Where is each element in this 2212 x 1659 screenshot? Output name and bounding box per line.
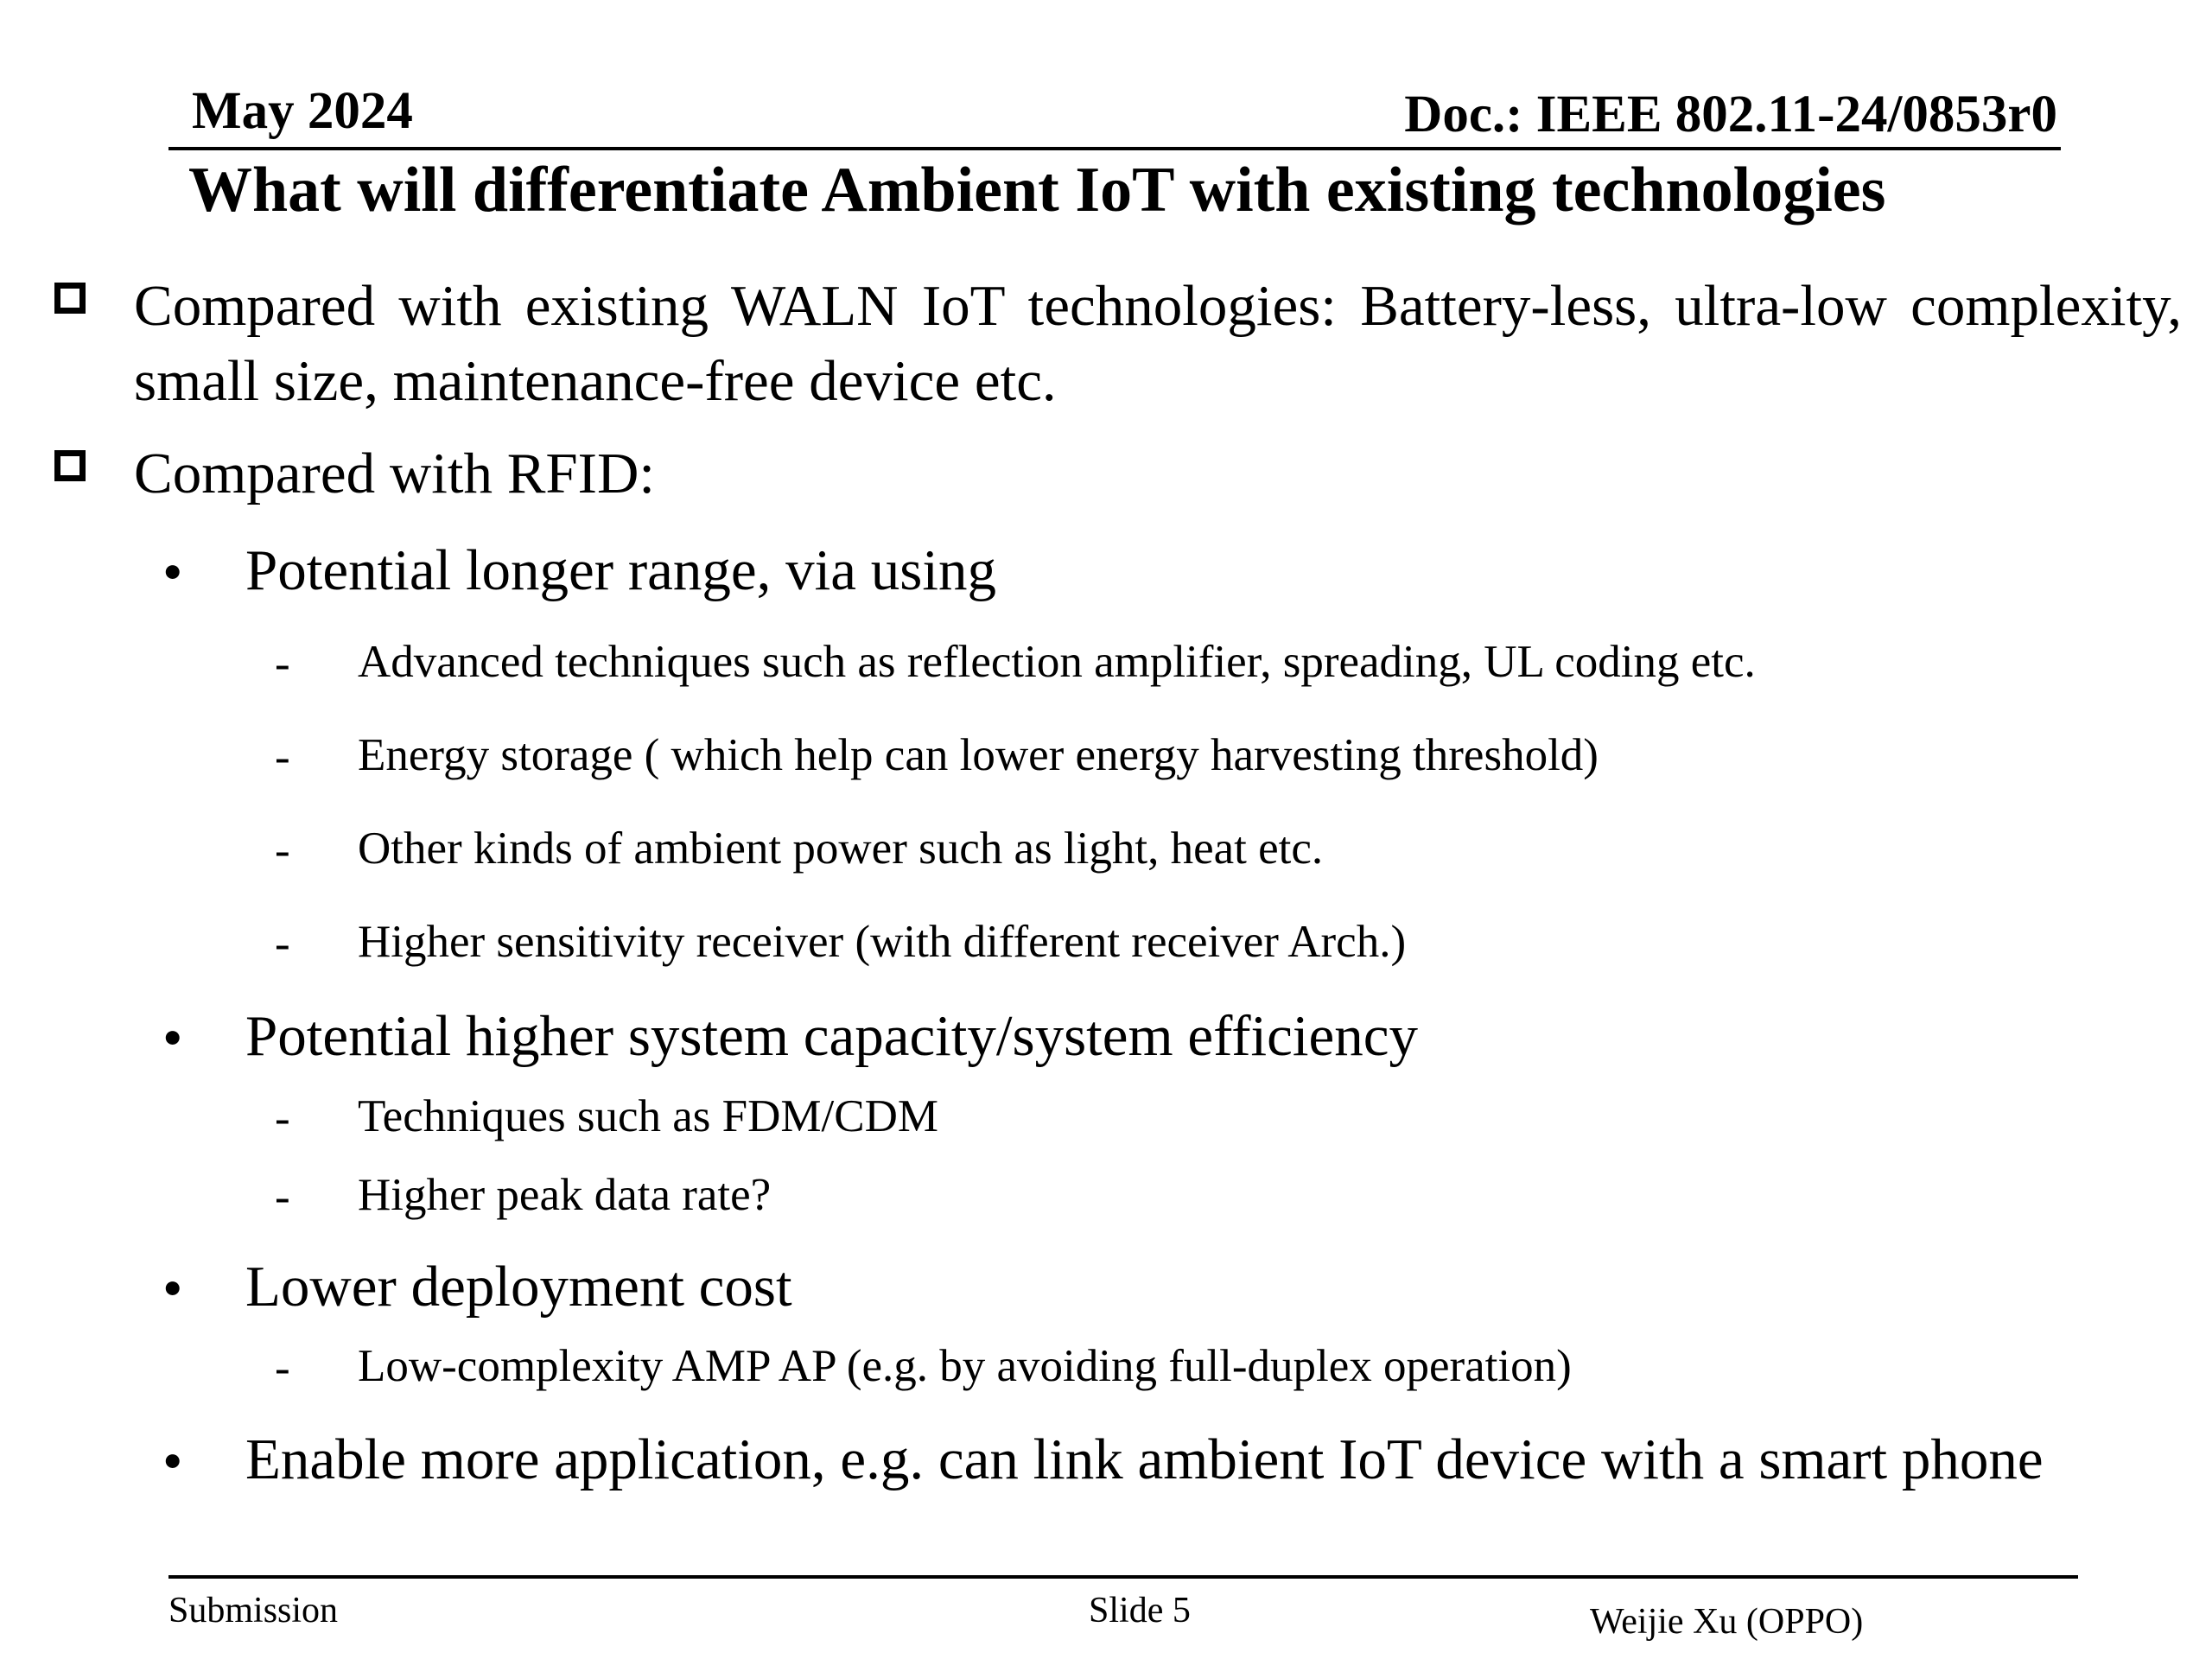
sub-bullet-text: Enable more application, e.g. can link ambient IoT device with a smart phone xyxy=(245,1427,2044,1491)
dash-bullet-icon: - xyxy=(275,1093,290,1143)
slide-title: What will differentiate Ambient IoT with existing technologies xyxy=(188,155,1886,226)
sub-bullet-text: Potential longer range, via using xyxy=(245,538,996,602)
dash-bullet-icon: - xyxy=(275,825,290,875)
round-bullet-icon: • xyxy=(162,1256,183,1320)
detail-text: Advanced techniques such as reflection amplifier, spreading, UL coding etc. xyxy=(358,637,1756,687)
detail-text: Higher peak data rate? xyxy=(358,1170,772,1220)
detail-text: Techniques such as FDM/CDM xyxy=(358,1091,938,1141)
sub-bullet-text: Potential higher system capacity/system efficiency xyxy=(245,1004,1418,1068)
detail-text: Other kinds of ambient power such as light, heat etc. xyxy=(358,823,1324,874)
dash-bullet-icon: - xyxy=(275,1343,290,1393)
dash-bullet-icon: - xyxy=(275,1172,290,1222)
bullet-1-text: Compared with existing WALN IoT technologies: Battery-less, ultra-low complexity, small size, maintenance-free device etc. xyxy=(134,274,2182,413)
footer-submission: Submission xyxy=(168,1591,339,1630)
sub-bullet-text: Lower deployment cost xyxy=(245,1255,792,1319)
round-bullet-icon: • xyxy=(162,540,183,604)
detail-text: Energy storage ( which help can lower energy harvesting threshold) xyxy=(358,730,1599,780)
header-date: May 2024 xyxy=(192,82,413,140)
footer-slide-number: Slide 5 xyxy=(1089,1591,1191,1630)
header-doc-id: Doc.: IEEE 802.11-24/0853r0 xyxy=(1404,86,2057,143)
header-divider xyxy=(168,147,2061,150)
square-bullet-icon xyxy=(54,450,86,481)
detail-text: Higher sensitivity receiver (with different receiver Arch.) xyxy=(358,917,1407,967)
detail-text: Low-complexity AMP AP (e.g. by avoiding full-duplex operation) xyxy=(358,1341,1572,1391)
bullet-2-text: Compared with RFID: xyxy=(134,442,655,505)
footer-divider xyxy=(168,1575,2078,1579)
square-bullet-icon xyxy=(54,283,86,314)
round-bullet-icon: • xyxy=(162,1006,183,1070)
round-bullet-icon: • xyxy=(162,1429,183,1493)
dash-bullet-icon: - xyxy=(275,639,290,689)
dash-bullet-icon: - xyxy=(275,732,290,782)
dash-bullet-icon: - xyxy=(275,918,290,969)
footer-author: Weijie Xu (OPPO) xyxy=(1590,1602,1864,1642)
